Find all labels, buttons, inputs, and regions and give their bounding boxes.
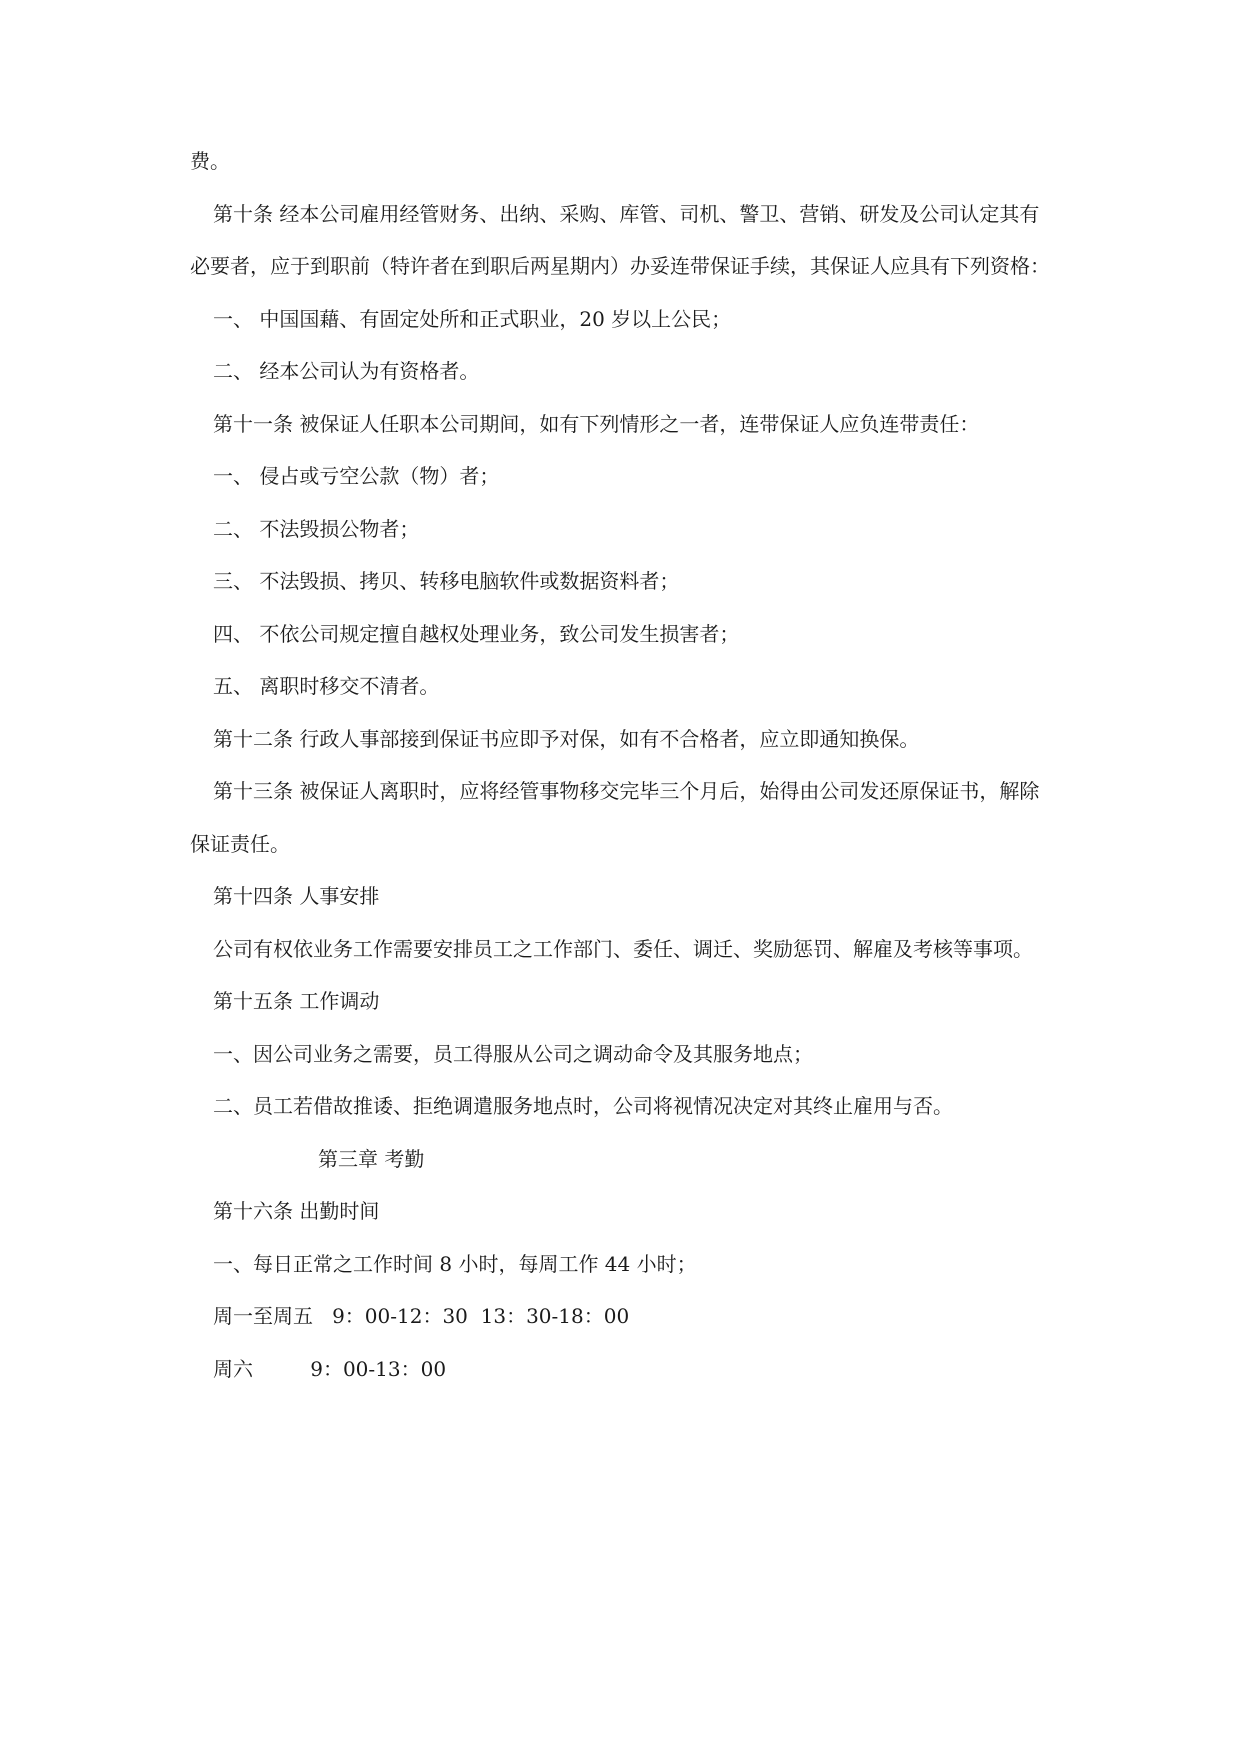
list-item: 一、每日正常之工作时间 8 小时，每周工作 44 小时； xyxy=(213,1252,697,1276)
text-line: 费。 xyxy=(190,149,230,173)
list-item: 三、 不法毁损、拷贝、转移电脑软件或数据资料者； xyxy=(213,569,680,593)
list-item: 五、 离职时移交不清者。 xyxy=(213,674,440,698)
article-13-heading: 第十三条 被保证人离职时，应将经管事物移交完毕三个月后，始得由公司发还原保证书，解除 xyxy=(213,779,1040,803)
list-item: 四、 不依公司规定擅自越权处理业务，致公司发生损害者； xyxy=(213,622,740,646)
text-line: 保证责任。 xyxy=(190,832,290,856)
list-item: 二、员工若借故推诿、拒绝调遣服务地点时，公司将视情况决定对其终止雇用与否。 xyxy=(213,1094,953,1118)
text-line: 必要者，应于到职前（特许者在到职后两星期内）办妥连带保证手续，其保证人应具有下列资格： xyxy=(190,254,1050,278)
chapter-3-heading: 第三章 考勤 xyxy=(318,1147,425,1171)
article-14-heading: 第十四条 人事安排 xyxy=(213,884,380,908)
list-item: 一、 中国国藉、有固定处所和正式职业，20 岁以上公民； xyxy=(213,307,732,331)
schedule-line: 周一至周五 9：00-12：30 13：30-18：00 xyxy=(213,1304,630,1328)
article-12-heading: 第十二条 行政人事部接到保证书应即予对保，如有不合格者，应立即通知换保。 xyxy=(213,727,920,751)
article-15-heading: 第十五条 工作调动 xyxy=(213,989,380,1013)
list-item: 二、 经本公司认为有资格者。 xyxy=(213,359,480,383)
list-item: 二、 不法毁损公物者； xyxy=(213,517,420,541)
list-item: 一、因公司业务之需要，员工得服从公司之调动命令及其服务地点； xyxy=(213,1042,813,1066)
list-item: 一、 侵占或亏空公款（物）者； xyxy=(213,464,500,488)
article-16-heading: 第十六条 出勤时间 xyxy=(213,1199,380,1223)
text-line: 公司有权依业务工作需要安排员工之工作部门、委任、调迁、奖励惩罚、解雇及考核等事项。 xyxy=(213,937,1033,961)
schedule-line: 周六 9：00-13：00 xyxy=(213,1357,447,1381)
article-11-heading: 第十一条 被保证人任职本公司期间，如有下列情形之一者，连带保证人应负连带责任： xyxy=(213,412,980,436)
article-10-heading: 第十条 经本公司雇用经管财务、出纳、采购、库管、司机、警卫、营销、研发及公司认定其有 xyxy=(213,202,1040,226)
